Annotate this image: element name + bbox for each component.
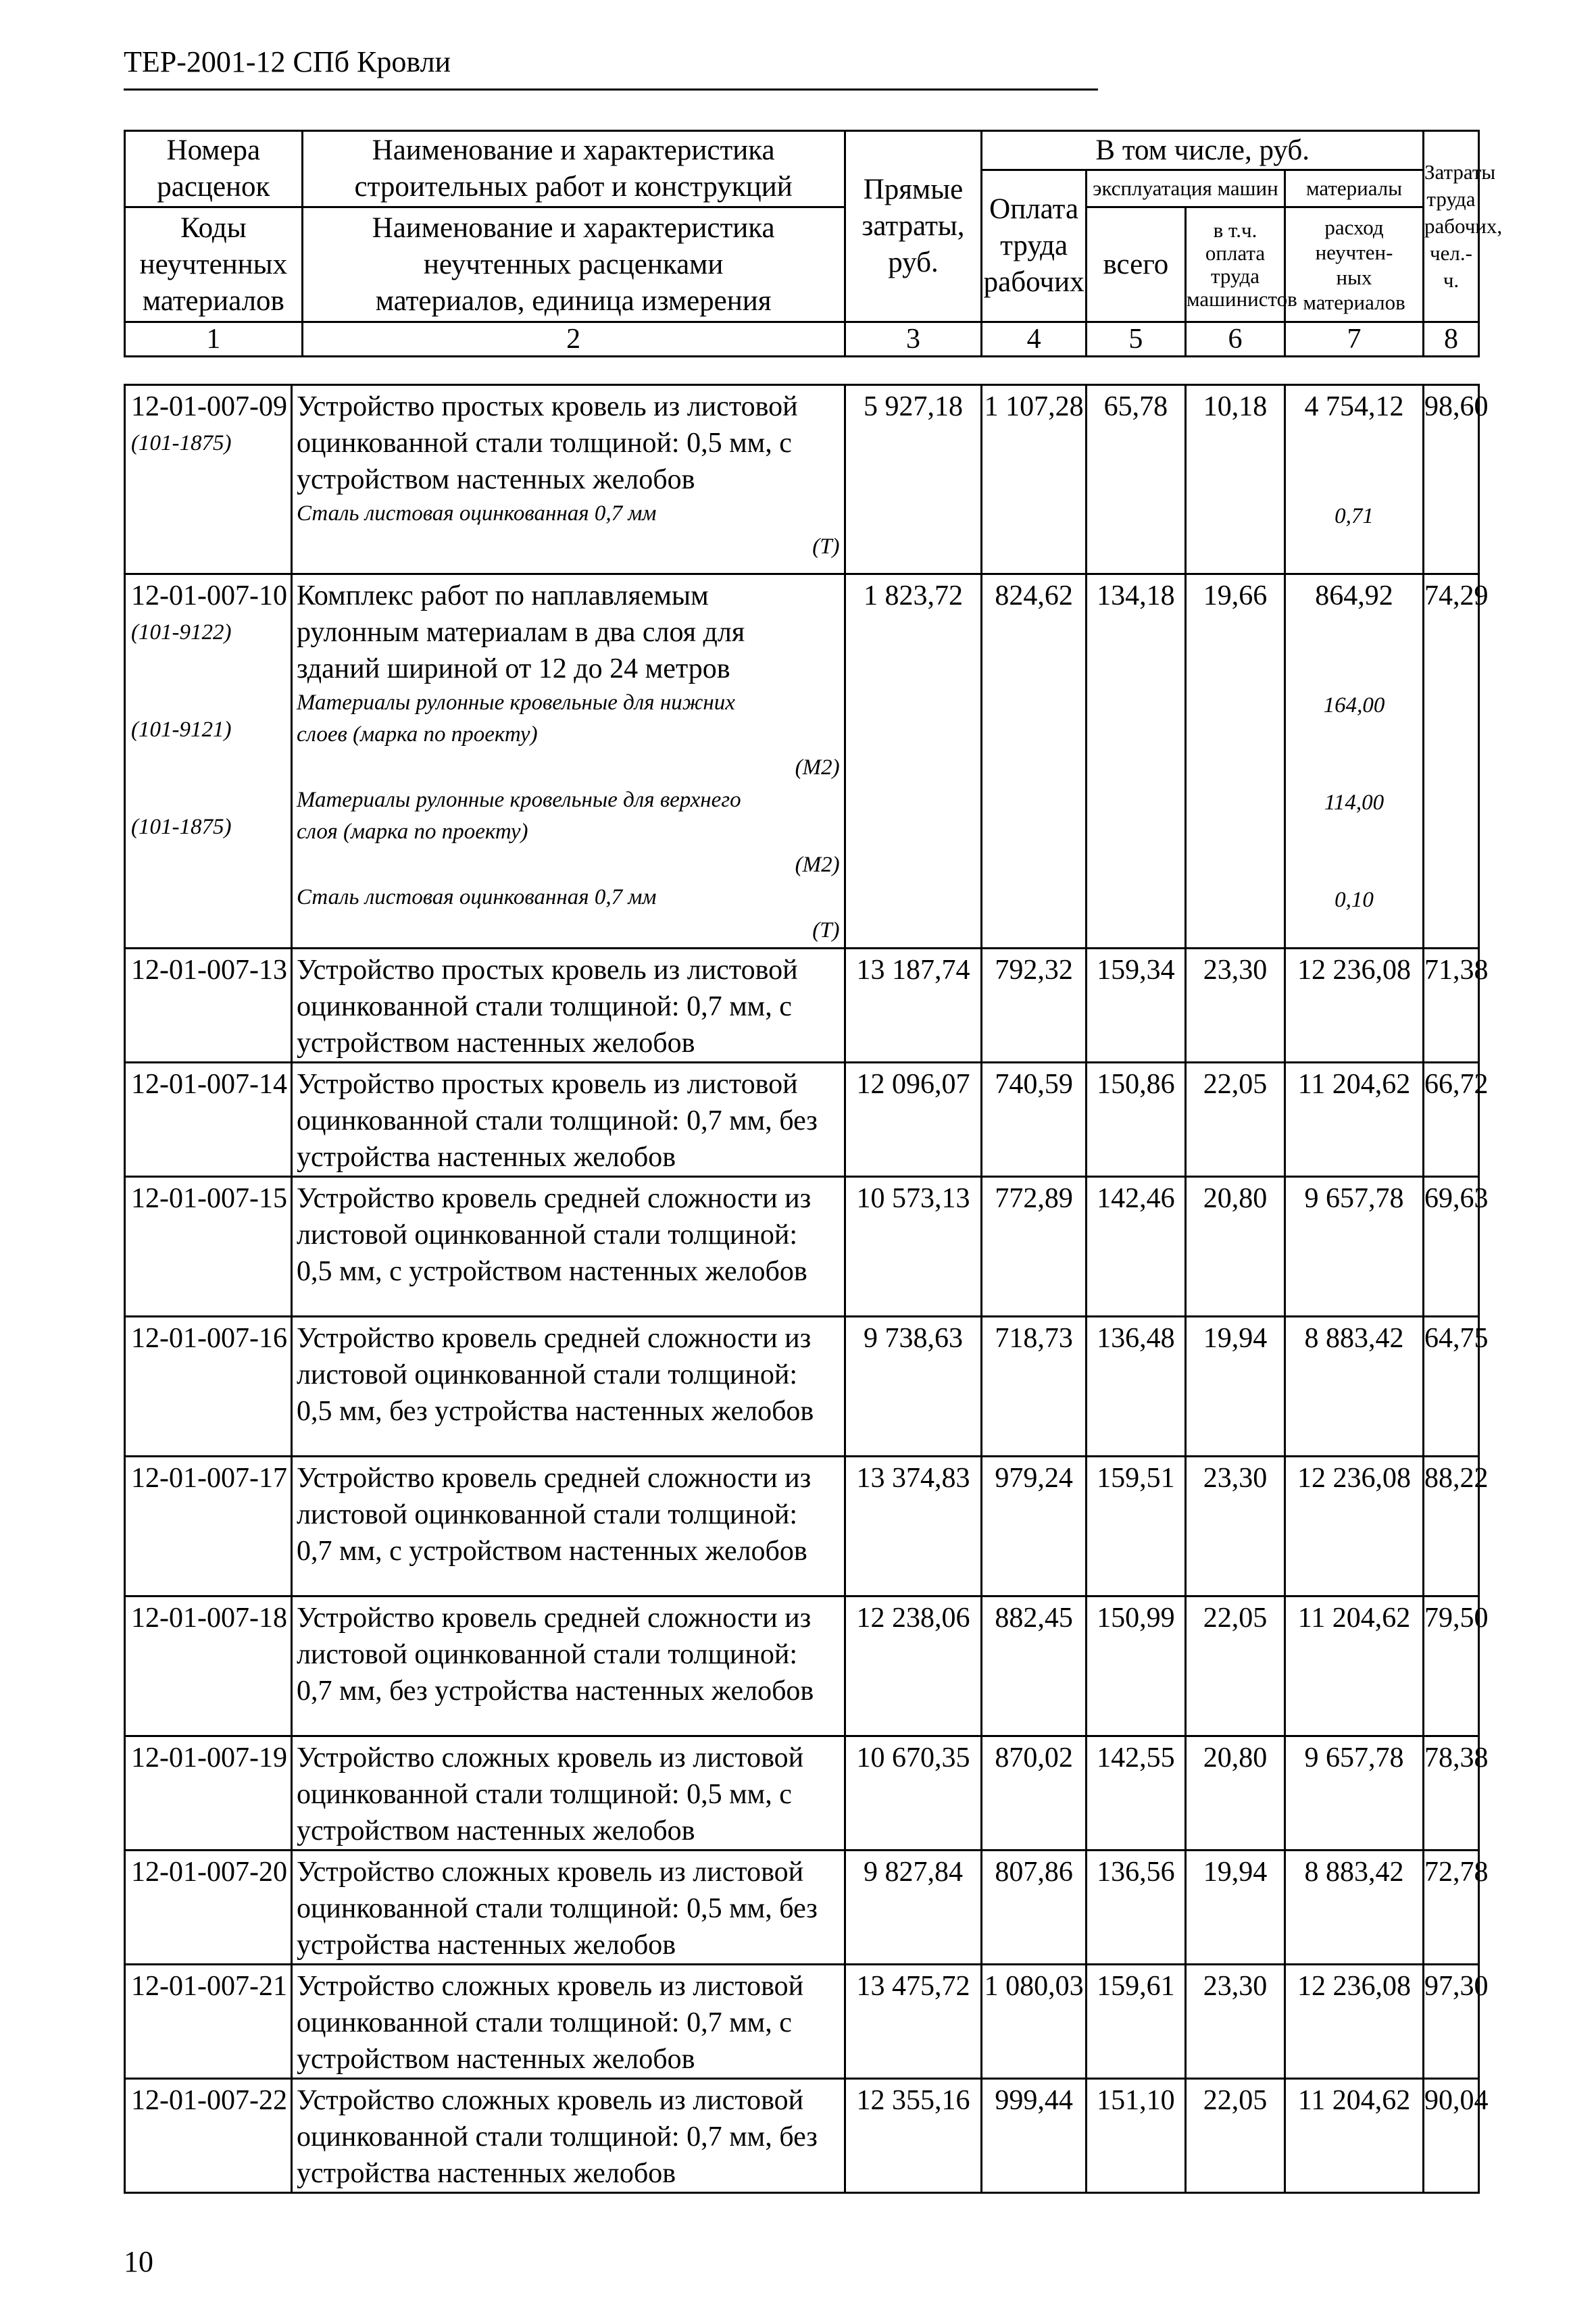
- work-description-line: Устройство кровель средней сложности из: [296, 1183, 812, 1214]
- table-row: [125, 2079, 1479, 2193]
- worker-pay: 807,86: [982, 1851, 1086, 1965]
- materials-cost: 8 883,42: [1304, 1323, 1404, 1354]
- direct-costs: 9 827,84: [845, 1851, 982, 1965]
- machinist-pay: 23,30: [1185, 1457, 1285, 1596]
- rate-code-cell: [125, 1457, 292, 1596]
- machine-total: 159,51: [1086, 1457, 1185, 1596]
- materials-cost: 9 657,78: [1304, 1742, 1404, 1774]
- rate-code: 12-01-007-09: [131, 391, 287, 422]
- rate-code: 12-01-007-16: [131, 1323, 287, 1354]
- table-row: [125, 1851, 1479, 1965]
- rate-code-cell: [125, 1596, 292, 1736]
- material-name-line: Материалы рулонные кровельные для нижних: [296, 690, 735, 715]
- rate-code: 12-01-007-18: [131, 1603, 287, 1634]
- header-col-number: 2: [302, 322, 845, 357]
- labor-hours: 90,04: [1423, 2079, 1478, 2193]
- direct-costs: 12 238,06: [845, 1596, 982, 1736]
- material-name-line: слоя (марка по проекту): [296, 820, 528, 844]
- machine-total: 150,86: [1086, 1063, 1185, 1177]
- labor-hours: 97,30: [1423, 1965, 1478, 2079]
- rate-code: 12-01-007-14: [131, 1069, 287, 1100]
- header-material-consumption: расход неучтен- ных материалов: [1285, 207, 1424, 322]
- table-row: [125, 385, 1479, 574]
- work-description-line: Устройство кровель средней сложности из: [296, 1323, 812, 1354]
- header-col-number: 3: [845, 322, 982, 357]
- document-title: ТЕР-2001-12 СПб Кровли: [124, 45, 451, 78]
- page-number: 10: [124, 2245, 153, 2278]
- work-description-line: оцинкованной стали толщиной: 0,7 мм, с: [296, 2007, 792, 2038]
- work-description-line: Устройство кровель средней сложности из: [296, 1463, 812, 1494]
- rate-code: 12-01-007-19: [131, 1742, 287, 1774]
- worker-pay: 772,89: [982, 1177, 1086, 1317]
- header-col-number: 1: [125, 322, 303, 357]
- machinist-pay: 22,05: [1185, 1063, 1285, 1177]
- work-description-cell: [291, 1736, 845, 1851]
- materials-cost-cell: [1285, 385, 1424, 574]
- materials-cost: 12 236,08: [1297, 1971, 1412, 2002]
- work-description-cell: [291, 574, 845, 949]
- material-code: (101-9122): [131, 620, 232, 645]
- machine-total: 150,99: [1086, 1596, 1185, 1736]
- table-row: [125, 949, 1479, 1063]
- rate-code: 12-01-007-20: [131, 1857, 287, 1888]
- work-description-cell: [291, 2079, 845, 2193]
- machinist-pay: 20,80: [1185, 1177, 1285, 1317]
- machine-total: 65,78: [1086, 385, 1185, 574]
- materials-cost: 4 754,12: [1304, 391, 1404, 422]
- machinist-pay: 10,18: [1185, 385, 1285, 574]
- machine-total: 136,56: [1086, 1851, 1185, 1965]
- work-description-line: Устройство сложных кровель из листовой: [296, 1971, 804, 2002]
- rate-code-cell: [125, 1177, 292, 1317]
- work-description-line: листовой оцинкованной стали толщиной:: [296, 1219, 798, 1251]
- table-row: [125, 1965, 1479, 2079]
- machine-total: 142,55: [1086, 1736, 1185, 1851]
- rate-code: 12-01-007-10: [131, 580, 287, 611]
- labor-hours: 79,50: [1423, 1596, 1478, 1736]
- rate-code-cell: [125, 385, 292, 574]
- material-norm: 114,00: [1324, 790, 1385, 815]
- materials-cost: 11 204,62: [1297, 2085, 1411, 2116]
- machinist-pay: 20,80: [1185, 1736, 1285, 1851]
- rate-code: 12-01-007-17: [131, 1463, 287, 1494]
- work-description-cell: [291, 1457, 845, 1596]
- table-row: [125, 1457, 1479, 1596]
- machine-total: 142,46: [1086, 1177, 1185, 1317]
- rate-code: 12-01-007-15: [131, 1183, 287, 1214]
- work-description-line: оцинкованной стали толщиной: 0,5 мм, без: [296, 1893, 818, 1924]
- title-underline: [124, 89, 1098, 91]
- materials-cost: 11 204,62: [1297, 1069, 1411, 1100]
- labor-hours: 78,38: [1423, 1736, 1478, 1851]
- material-name-line: Сталь листовая оцинкованная 0,7 мм: [296, 885, 657, 909]
- header-machine-operation: эксплуатация машин: [1086, 170, 1285, 207]
- work-description-line: 0,5 мм, без устройства настенных желобов: [296, 1396, 814, 1427]
- direct-costs: 12 096,07: [845, 1063, 982, 1177]
- header-unaccounted-codes: Коды неучтенных материалов: [125, 207, 303, 322]
- header-worker-pay: Оплата труда рабочих: [982, 170, 1086, 322]
- worker-pay: 870,02: [982, 1736, 1086, 1851]
- header-col-number: 8: [1423, 322, 1478, 357]
- machine-total: 136,48: [1086, 1317, 1185, 1457]
- rate-code-cell: [125, 949, 292, 1063]
- labor-hours: 88,22: [1423, 1457, 1478, 1596]
- header-machine-total: всего: [1086, 207, 1185, 322]
- machine-total: 134,18: [1086, 574, 1185, 949]
- work-description-line: листовой оцинкованной стали толщиной:: [296, 1359, 798, 1390]
- rates-table: [124, 384, 1489, 2194]
- machine-total: 151,10: [1086, 2079, 1185, 2193]
- work-description-cell: [291, 949, 845, 1063]
- machinist-pay: 22,05: [1185, 2079, 1285, 2193]
- work-description-line: 0,5 мм, с устройством настенных желобов: [296, 1256, 807, 1287]
- rate-code-cell: [125, 574, 292, 949]
- material-code: (101-1875): [131, 431, 232, 455]
- work-description-line: устройства настенных желобов: [296, 2158, 676, 2189]
- work-description-line: листовой оцинкованной стали толщиной:: [296, 1639, 798, 1670]
- work-description-line: устройством настенных желобов: [296, 2044, 695, 2075]
- materials-cost: 12 236,08: [1297, 1463, 1412, 1494]
- table-row: [125, 1736, 1479, 1851]
- material-name-line: слоев (марка по проекту): [296, 722, 538, 747]
- materials-cost-cell: [1285, 1596, 1424, 1736]
- worker-pay: 1 080,03: [982, 1965, 1086, 2079]
- header-col-number: 5: [1086, 322, 1185, 357]
- direct-costs: 10 670,35: [845, 1736, 982, 1851]
- rate-code-cell: [125, 2079, 292, 2193]
- material-norm: 0,10: [1335, 888, 1374, 912]
- rate-code-cell: [125, 1736, 292, 1851]
- rate-code-cell: [125, 1317, 292, 1457]
- direct-costs: 9 738,63: [845, 1317, 982, 1457]
- worker-pay: 824,62: [982, 574, 1086, 949]
- materials-cost-cell: [1285, 2079, 1424, 2193]
- labor-hours: 71,38: [1423, 949, 1478, 1063]
- header-machinist-pay: в т.ч. оплата труда машинистов: [1185, 207, 1285, 322]
- header-including-group: В том числе, руб.: [982, 131, 1424, 170]
- labor-hours: 74,29: [1423, 574, 1478, 949]
- work-description-line: оцинкованной стали толщиной: 0,7 мм, без: [296, 1105, 818, 1136]
- work-description-cell: [291, 1851, 845, 1965]
- header-direct-costs: Прямые затраты, руб.: [845, 131, 982, 322]
- table-header: [124, 130, 1503, 357]
- work-description-line: Устройство сложных кровель из листовой: [296, 1857, 804, 1888]
- work-description-line: Комплекс работ по наплавляемым: [296, 580, 709, 611]
- labor-hours: 66,72: [1423, 1063, 1478, 1177]
- materials-cost: 8 883,42: [1304, 1857, 1404, 1888]
- work-description-cell: [291, 1965, 845, 2079]
- materials-cost-cell: [1285, 574, 1424, 949]
- materials-cost: 9 657,78: [1304, 1183, 1404, 1214]
- work-description-line: оцинкованной стали толщиной: 0,5 мм, с: [296, 428, 792, 459]
- header-col-number: 4: [982, 322, 1086, 357]
- work-description-line: оцинкованной стали толщиной: 0,5 мм, с: [296, 1779, 792, 1810]
- header-work-name: Наименование и характеристика строительных работ и конструкций: [302, 131, 845, 207]
- table-row: [125, 1177, 1479, 1317]
- work-description-line: оцинкованной стали толщиной: 0,7 мм, без: [296, 2121, 818, 2153]
- table-row: [125, 1063, 1479, 1177]
- material-code: (101-1875): [131, 815, 232, 839]
- work-description-line: Устройство простых кровель из листовой: [296, 955, 798, 986]
- work-description-line: устройством настенных желобов: [296, 1815, 695, 1846]
- materials-cost-cell: [1285, 1457, 1424, 1596]
- rate-code: 12-01-007-21: [131, 1971, 287, 2002]
- table-row: [125, 574, 1479, 949]
- work-description-line: 0,7 мм, без устройства настенных желобов: [296, 1676, 814, 1707]
- materials-cost: 11 204,62: [1297, 1603, 1411, 1634]
- material-name-line: Сталь листовая оцинкованная 0,7 мм: [296, 501, 657, 526]
- work-description-cell: [291, 1063, 845, 1177]
- material-norm: 164,00: [1323, 693, 1385, 718]
- work-description-line: листовой оцинкованной стали толщиной:: [296, 1499, 798, 1530]
- labor-hours: 69,63: [1423, 1177, 1478, 1317]
- material-unit: (Т): [812, 918, 840, 942]
- machinist-pay: 19,94: [1185, 1851, 1285, 1965]
- rate-code-cell: [125, 1965, 292, 2079]
- work-description-line: устройства настенных желобов: [296, 1142, 676, 1173]
- worker-pay: 1 107,28: [982, 385, 1086, 574]
- material-code: (101-9121): [131, 718, 232, 742]
- materials-cost-cell: [1285, 1965, 1424, 2079]
- worker-pay: 979,24: [982, 1457, 1086, 1596]
- work-description-line: устройством настенных желобов: [296, 464, 695, 495]
- work-description-line: устройства настенных желобов: [296, 1930, 676, 1961]
- materials-cost-cell: [1285, 1851, 1424, 1965]
- rate-code: 12-01-007-13: [131, 955, 287, 986]
- materials-cost-cell: [1285, 1063, 1424, 1177]
- work-description-cell: [291, 1317, 845, 1457]
- work-description-cell: [291, 1596, 845, 1736]
- machinist-pay: 23,30: [1185, 949, 1285, 1063]
- direct-costs: 12 355,16: [845, 2079, 982, 2193]
- work-description-cell: [291, 1177, 845, 1317]
- header-labor-hours: Затраты труда рабочих, чел.-ч.: [1423, 131, 1478, 322]
- machine-total: 159,61: [1086, 1965, 1185, 2079]
- direct-costs: 10 573,13: [845, 1177, 982, 1317]
- machine-total: 159,34: [1086, 949, 1185, 1063]
- rate-code: 12-01-007-22: [131, 2085, 287, 2116]
- material-unit: (Т): [812, 534, 840, 559]
- work-description-line: оцинкованной стали толщиной: 0,7 мм, с: [296, 991, 792, 1022]
- work-description-cell: [291, 385, 845, 574]
- worker-pay: 999,44: [982, 2079, 1086, 2193]
- worker-pay: 882,45: [982, 1596, 1086, 1736]
- table-row: [125, 1596, 1479, 1736]
- work-description-line: Устройство простых кровель из листовой: [296, 391, 798, 422]
- header-unaccounted-materials-name: Наименование и характеристика неучтенных расценками материалов, единица измерения: [302, 207, 845, 322]
- work-description-line: рулонным материалам в два слоя для: [296, 617, 745, 648]
- work-description-line: зданий шириной от 12 до 24 метров: [296, 653, 730, 684]
- machinist-pay: 19,94: [1185, 1317, 1285, 1457]
- worker-pay: 792,32: [982, 949, 1086, 1063]
- header-col-number: 6: [1185, 322, 1285, 357]
- materials-cost-cell: [1285, 949, 1424, 1063]
- direct-costs: 13 374,83: [845, 1457, 982, 1596]
- materials-cost-cell: [1285, 1317, 1424, 1457]
- work-description-line: Устройство сложных кровель из листовой: [296, 2085, 804, 2116]
- material-unit: (М2): [795, 853, 840, 877]
- work-description-line: Устройство сложных кровель из листовой: [296, 1742, 804, 1774]
- labor-hours: 64,75: [1423, 1317, 1478, 1457]
- material-unit: (М2): [795, 755, 840, 780]
- header-rate-number: Номера расценок: [125, 131, 303, 207]
- work-description-line: Устройство простых кровель из листовой: [296, 1069, 798, 1100]
- rate-code-cell: [125, 1851, 292, 1965]
- materials-cost-cell: [1285, 1736, 1424, 1851]
- work-description-line: Устройство кровель средней сложности из: [296, 1603, 812, 1634]
- header-col-number: 7: [1285, 322, 1424, 357]
- direct-costs: 1 823,72: [845, 574, 982, 949]
- materials-cost: 12 236,08: [1297, 955, 1412, 986]
- rate-code-cell: [125, 1063, 292, 1177]
- direct-costs: 5 927,18: [845, 385, 982, 574]
- header-materials-group: материалы: [1285, 170, 1424, 207]
- work-description-line: устройством настенных желобов: [296, 1028, 695, 1059]
- material-name-line: Материалы рулонные кровельные для верхнего: [296, 788, 741, 812]
- worker-pay: 740,59: [982, 1063, 1086, 1177]
- machinist-pay: 19,66: [1185, 574, 1285, 949]
- machinist-pay: 23,30: [1185, 1965, 1285, 2079]
- labor-hours: 72,78: [1423, 1851, 1478, 1965]
- labor-hours: 98,60: [1423, 385, 1478, 574]
- materials-cost: 864,92: [1315, 580, 1393, 611]
- material-norm: 0,71: [1335, 504, 1374, 528]
- work-description-line: 0,7 мм, с устройством настенных желобов: [296, 1536, 807, 1567]
- materials-cost-cell: [1285, 1177, 1424, 1317]
- worker-pay: 718,73: [982, 1317, 1086, 1457]
- direct-costs: 13 475,72: [845, 1965, 982, 2079]
- direct-costs: 13 187,74: [845, 949, 982, 1063]
- machinist-pay: 22,05: [1185, 1596, 1285, 1736]
- table-row: [125, 1317, 1479, 1457]
